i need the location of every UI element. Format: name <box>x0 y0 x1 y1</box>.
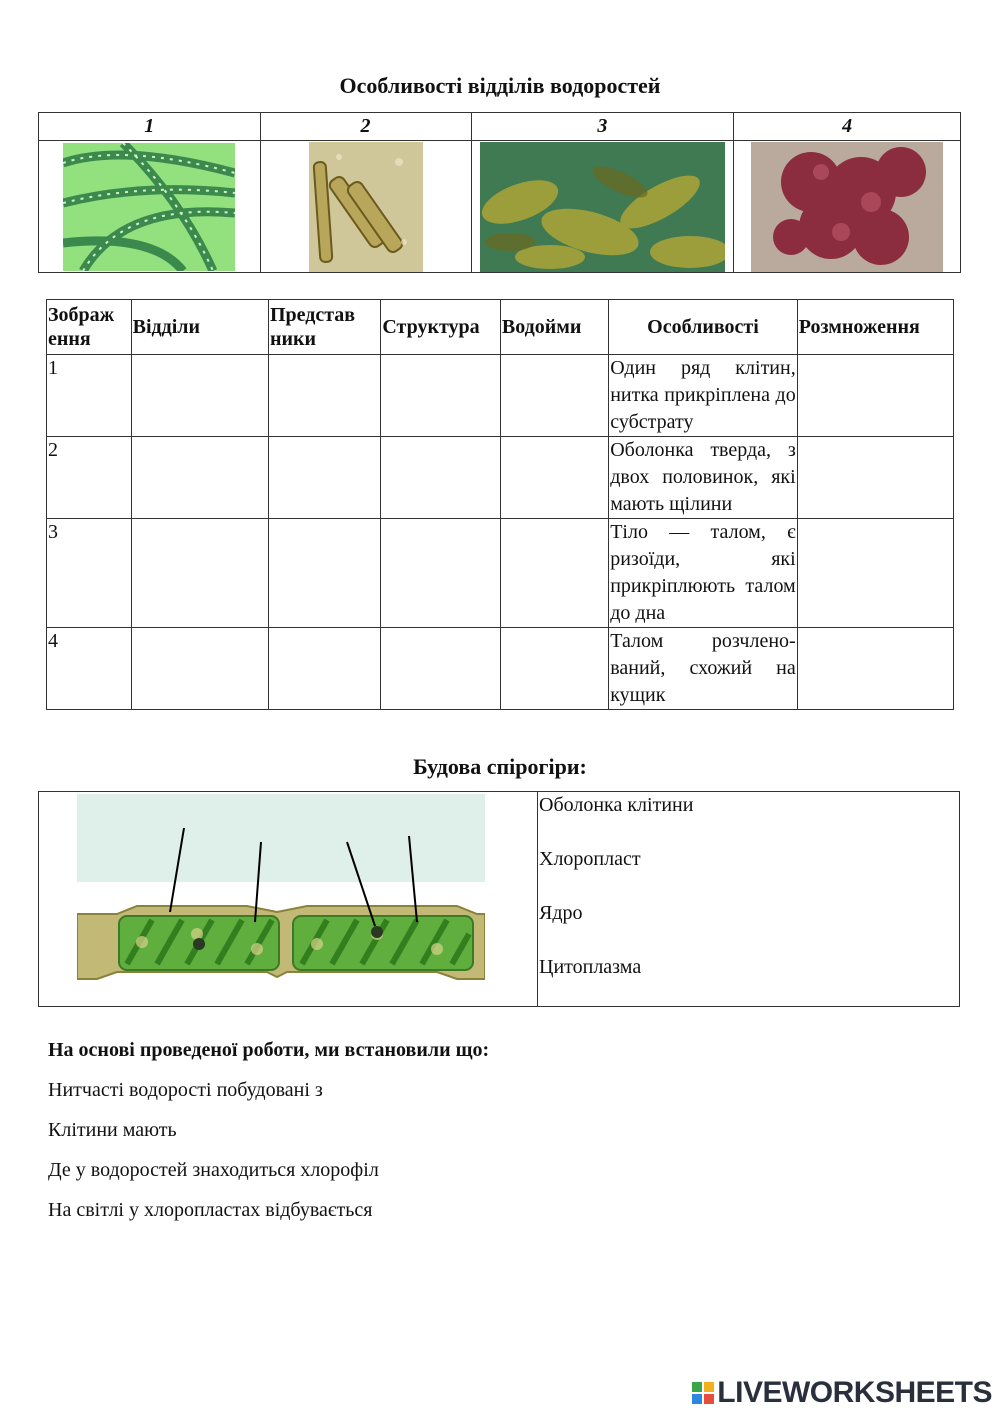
answer-cell[interactable] <box>131 437 268 519</box>
image-col-header: 2 <box>260 113 471 141</box>
feature-cell: Тіло — талом, є ризоїди, які прикріплюють талом до дна <box>609 519 798 628</box>
answer-cell[interactable] <box>381 519 501 628</box>
answer-cell[interactable] <box>381 437 501 519</box>
answer-cell[interactable] <box>131 628 268 710</box>
spirogyra-label: Цитоплазма <box>539 956 642 978</box>
feature-cell: Оболонка тверда, з двох половинок, які мають щілини <box>609 437 798 519</box>
column-header: Розмноження <box>797 300 953 355</box>
image-col-header: 4 <box>734 113 961 141</box>
column-header: Зображ ення <box>47 300 132 355</box>
column-header: Структура <box>381 300 501 355</box>
answer-cell[interactable] <box>268 437 380 519</box>
image-col-header: 3 <box>471 113 734 141</box>
spirogyra-label: Хлоропласт <box>539 848 641 870</box>
table-row <box>47 355 954 437</box>
logo-text: LIVEWORKSHEETS <box>717 1376 992 1409</box>
answer-cell[interactable] <box>268 519 380 628</box>
algae-divisions-table <box>46 299 954 710</box>
answer-cell[interactable] <box>381 628 501 710</box>
answer-cell[interactable] <box>381 355 501 437</box>
feature-cell: Талом розчлено-ваний, схожий на кущик <box>609 628 798 710</box>
column-header: Відділи <box>131 300 268 355</box>
conclusion-line: Нитчасті водорості побудовані з <box>48 1079 323 1101</box>
spirogyra-title: Будова спірогіри: <box>413 754 587 779</box>
feature-cell: Один ряд клітин, нитка прикріплена до субстрату <box>609 355 798 437</box>
answer-cell[interactable] <box>268 628 380 710</box>
algae-images-table <box>38 112 961 273</box>
image-col-header: 1 <box>39 113 261 141</box>
divider <box>537 792 538 1006</box>
answer-cell[interactable] <box>500 437 608 519</box>
table-row <box>47 519 954 628</box>
liveworksheets-logo-icon <box>692 1382 714 1404</box>
answer-cell[interactable] <box>797 355 953 437</box>
answer-cell[interactable] <box>797 519 953 628</box>
table-row <box>47 628 954 710</box>
spirogyra-label: Ядро <box>539 902 583 924</box>
conclusion-line: На світлі у хлоропластах відбувається <box>48 1199 373 1221</box>
red-algae-image <box>751 142 943 272</box>
conclusion-heading: На основі проведеної роботи, ми встановили що: <box>48 1039 490 1061</box>
answer-cell[interactable] <box>500 355 608 437</box>
column-header: Представ ники <box>268 300 380 355</box>
row-number: 4 <box>47 628 132 710</box>
spirogyra-box <box>38 791 960 1007</box>
answer-cell[interactable] <box>131 355 268 437</box>
diatom-image <box>309 142 423 272</box>
row-number: 2 <box>47 437 132 519</box>
page-title: Особливості відділів водоростей <box>339 73 661 98</box>
table-row <box>47 437 954 519</box>
row-number: 1 <box>47 355 132 437</box>
conclusion-line: Клітини мають <box>48 1119 177 1141</box>
answer-cell[interactable] <box>500 628 608 710</box>
answer-cell[interactable] <box>500 519 608 628</box>
spirogyra-label: Оболонка клітини <box>539 794 694 816</box>
column-header: Водойми <box>500 300 608 355</box>
answer-cell[interactable] <box>797 437 953 519</box>
conclusion-line: Де у водоростей знаходиться хлорофіл <box>48 1159 379 1181</box>
row-number: 3 <box>47 519 132 628</box>
answer-cell[interactable] <box>797 628 953 710</box>
spirogyra-diagram <box>77 794 485 1002</box>
filamentous-green-algae-image <box>63 143 235 271</box>
answer-cell[interactable] <box>131 519 268 628</box>
liveworksheets-logo <box>692 1376 992 1410</box>
brown-algae-kelp-image <box>480 142 725 272</box>
column-header: Особливості <box>609 300 798 355</box>
answer-cell[interactable] <box>268 355 380 437</box>
